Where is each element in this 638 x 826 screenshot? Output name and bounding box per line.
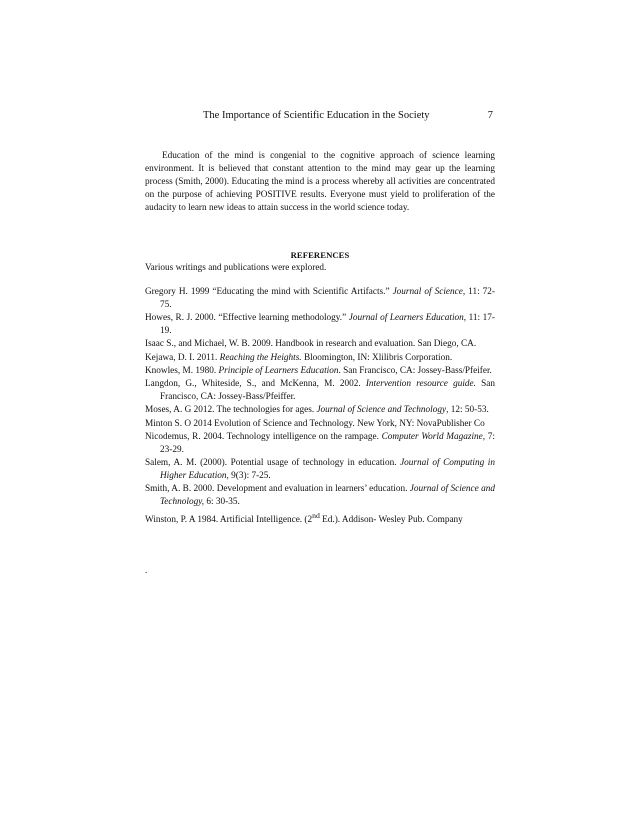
reference-title-italic: Journal of Computing in Higher Education,: [160, 458, 495, 482]
reference-title-italic: Journal of Science: [392, 286, 463, 297]
body-text: [145, 150, 495, 215]
reference-title-italic: Journal of Learners Education: [348, 313, 464, 324]
reference-item: [145, 338, 495, 351]
reference-item: [145, 352, 495, 365]
reference-title-italic: Principle of Learners Education: [218, 365, 339, 376]
ordinal-superscript: nd: [312, 510, 320, 520]
reference-item: [145, 510, 495, 527]
references-heading: REFERENCES: [290, 250, 350, 260]
reference-title-italic: Intervention resource guide.: [365, 379, 476, 390]
reference-item: [145, 365, 495, 378]
references-section: [145, 249, 495, 527]
reference-tail: , 7: 23-29.: [160, 432, 495, 455]
reference-text: Isaac S., and Michael, W. B. 2009. Handbook in research and evaluation. San Diego, CA.: [145, 339, 477, 350]
reference-item: [145, 404, 495, 417]
reference-tail: , 12: 50-53.: [446, 405, 489, 416]
reference-item: [145, 431, 495, 457]
reference-text: Minton S. O 2014 Evolution of Science and Technology. New York, NY: NovaPublisher Co: [145, 418, 485, 429]
reference-item: [145, 378, 495, 404]
reference-text: Langdon, G., Whiteside, S., and McKenna, M. 2002.: [145, 379, 366, 390]
reference-tail: Ed.). Addison- Wesley Pub. Company: [319, 514, 463, 525]
education-paragraph: Education of the mind is congenial to the cognitive approach of science learning environment. It is believed that constant attention to the mind may gear up the learning process (Smith, 2000). Educating the mind is a process whereby all activities are concentrated on the purpose of achieving POSITIVE results. Everyone must yield to proliferation of the audacity to learn new ideas to attain success in the world science today.: [145, 151, 495, 213]
reference-text: Smith, A. B. 2000. Development and evaluation in learners’ education.: [145, 484, 410, 495]
reference-title-italic: Journal of Science and Technology,: [160, 484, 495, 508]
reference-item: [145, 312, 495, 338]
references-note: Various writings and publications were explored.: [145, 263, 327, 273]
reference-text: Howes, R. J. 2000. “Effective learning methodology.”: [145, 313, 349, 324]
reference-item: [145, 418, 495, 431]
running-header: [145, 108, 495, 124]
reference-title-italic: Journal of Science and Technology: [316, 405, 447, 416]
reference-title-italic: Reaching the Heights.: [219, 352, 302, 363]
reference-item: [145, 483, 495, 509]
reference-text: Kejawa, D. I. 2011.: [145, 352, 220, 363]
trailing-period: .: [145, 565, 148, 575]
reference-text: Moses, A. G 2012. The technologies for ages.: [145, 405, 317, 416]
reference-item: [145, 286, 495, 312]
page-number: 7: [487, 110, 493, 121]
reference-item: [145, 457, 495, 483]
reference-text: Knowles, M. 1980.: [145, 365, 219, 376]
reference-tail: 6: 30-35.: [204, 497, 240, 508]
reference-tail: , 11: 17-19.: [160, 313, 495, 337]
reference-tail: Bloomington, IN: Xlilibris Corporation.: [301, 352, 453, 363]
reference-tail: San Francisco, CA: Jossey-Bass/Pfeiffer.: [160, 379, 496, 403]
reference-text: Salem, A. M. (2000). Potential usage of technology in education.: [145, 458, 401, 469]
reference-text: Nicodemus, R. 2004. Technology intelligence on the rampage.: [145, 432, 382, 442]
reference-text: Winston, P. A 1984. Artificial Intelligence. (2: [145, 514, 313, 525]
running-title: The Importance of Scientific Education in the Society: [203, 110, 430, 121]
reference-tail: . San Francisco, CA: Jossey-Bass/Pfeifer.: [338, 365, 492, 376]
reference-title-italic: Computer World Magazine: [381, 432, 483, 442]
reference-tail: 9(3): 7-25.: [228, 471, 271, 482]
reference-list: [145, 286, 495, 527]
reference-tail: , 11: 72-75.: [160, 286, 496, 310]
reference-text: Gregory H. 1999 “Educating the mind with Scientific Artifacts.”: [145, 286, 393, 297]
